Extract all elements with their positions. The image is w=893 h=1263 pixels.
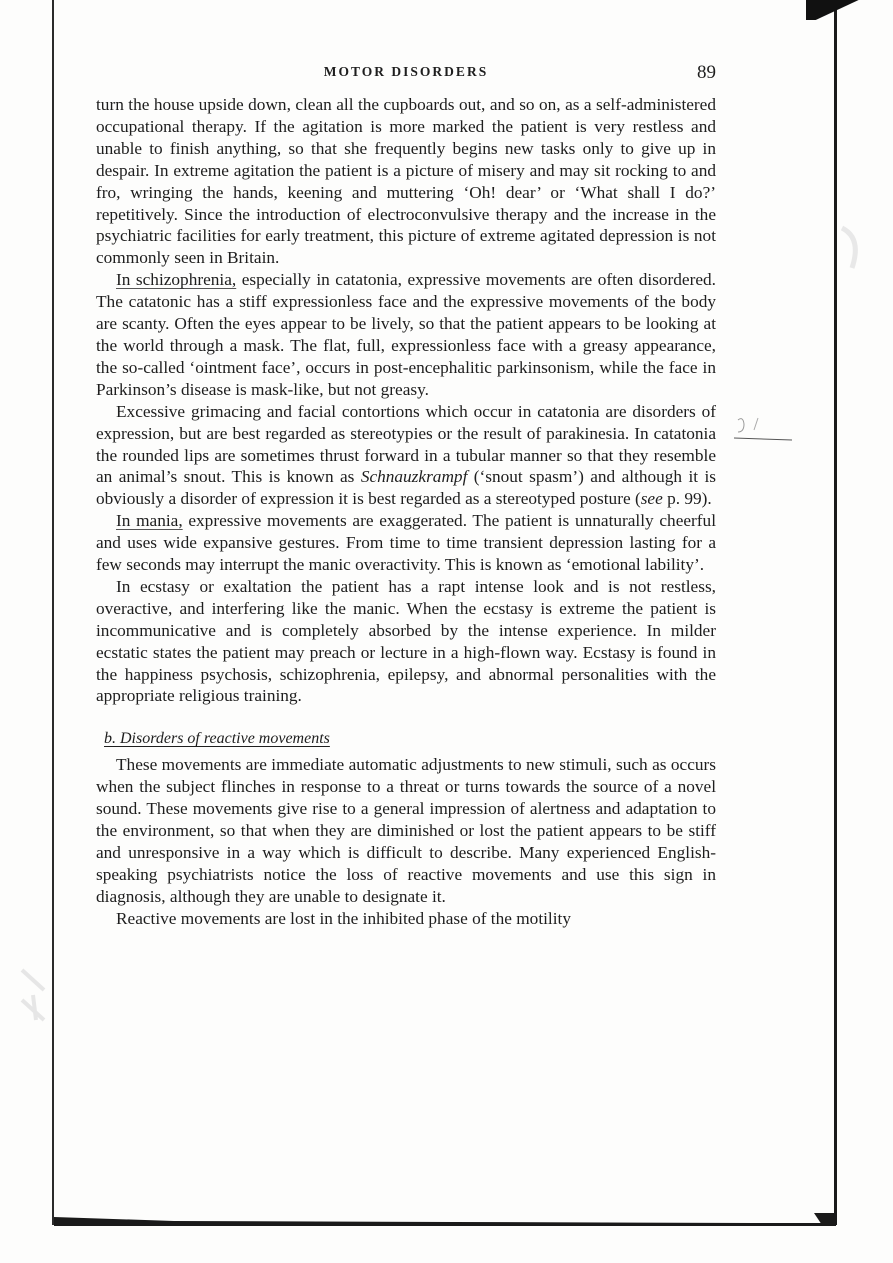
paragraph-last-line: Reactive movements are lost in the inhibited phase of the motility (116, 908, 571, 928)
paragraph-text: p. 99). (662, 489, 712, 509)
underlined-phrase: In mania, (116, 511, 183, 531)
paragraph-reactive: These movements are immediate automatic adjustments to new stimuli, such as occurs when the subject flinches in response to a threat or turns towards the source of a novel sound. These movements give rise to a general impression of alertness and adaptation to the environment, so that when they are diminished or lost the patient appears to be stiff and unresponsive in a way which is difficult to describe. Many experienced English-speaking psychiatrists notice the loss of reactive movements and use this sign in diagnosis, although they are unable to designate it. (96, 755, 716, 906)
italic-see: see (640, 489, 663, 509)
page-edge-left (52, 0, 54, 1225)
paragraph: turn the house upside down, clean all the cupboards out, and so on, as a self-administered occupational therapy. If the agitation is more marked the patient is very restless and unable to finish anything, so that she frequently begins new tasks only to give up in despair. In extreme agitation the patient is a picture of misery and may sit rocking to and fro, wringing the hands, keening and muttering ‘Oh! dear’ or ‘What shall I do?’ repetitively. Since the introduction of electroconvulsive therapy and the increase in the psychiatric facilities for early treatment, this picture of extreme agitated depression is not commonly seen in Britain. (96, 95, 716, 268)
paragraph-mania (96, 510, 716, 576)
paragraph-text: (‘snout spasm’) and although it is obviously a disorder of expression it is best regarded as a stereotyped posture ( (96, 467, 716, 509)
paragraph-grimacing (96, 401, 716, 511)
paragraph-schizophrenia (96, 269, 716, 400)
running-title: MOTOR DISORDERS (323, 64, 489, 79)
margin-pencil-mark (732, 408, 792, 448)
page-edge-right (834, 0, 837, 1225)
paragraph-text: especially in catatonia, expressive movements are often disordered. The catatonic has a stiff expressionless face and the expressive movements of the body are scanty. Often the eyes appear to be lively, so that the patient appears to be looking at the world through a mask. The flat, full, expressionless face with a greasy appearance, the so-called ‘ointment face’, occurs in post-encephalitic parkinsonism, while the face in Parkinson’s disease is mask-like, but not greasy. (96, 270, 716, 399)
body-text (96, 94, 716, 930)
paragraph-ecstasy: In ecstasy or exaltation the patient has a rapt intense look and is not restless, overactive, and interfering like the manic. When the ecstasy is extreme the patient is incommunicative and is completely absorbed by the intense experience. In milder ecstatic states the patient may preach or lecture in a high-flown way. Ecstasy is found in the happiness psychosis, schizophrenia, epilepsy, and abnormal personalities with the appropriate religious training. (96, 576, 716, 706)
faint-watermark (14, 960, 54, 1030)
underlined-phrase: In schizophrenia, (116, 270, 237, 290)
section-heading: b. Disorders of reactive movements (104, 730, 330, 748)
page-number: 89 (697, 62, 716, 83)
page-edge-bottom (54, 1213, 836, 1227)
italic-term: Schnauzkrampf (360, 467, 468, 487)
faint-watermark (832, 220, 872, 280)
running-head (96, 64, 716, 86)
paragraph-text: Excessive grimacing and facial contortions which occur in catatonia are disorders of expression, but are best regarded as stereotypies or the result of parakinesia. In catatonia the rounded lips are sometimes thrust forward in a tubular manner so that they resemble an animal’s snout. This is known as (96, 401, 716, 487)
page-corner-shadow (806, 0, 893, 20)
paragraph-text: expressive movements are exaggerated. The patient is unnaturally cheerful and uses wide expansive gestures. From time to time transient depression lasting for a few seconds may interrupt the manic overactivity. This is known as ‘emotional lability’. (96, 511, 716, 575)
